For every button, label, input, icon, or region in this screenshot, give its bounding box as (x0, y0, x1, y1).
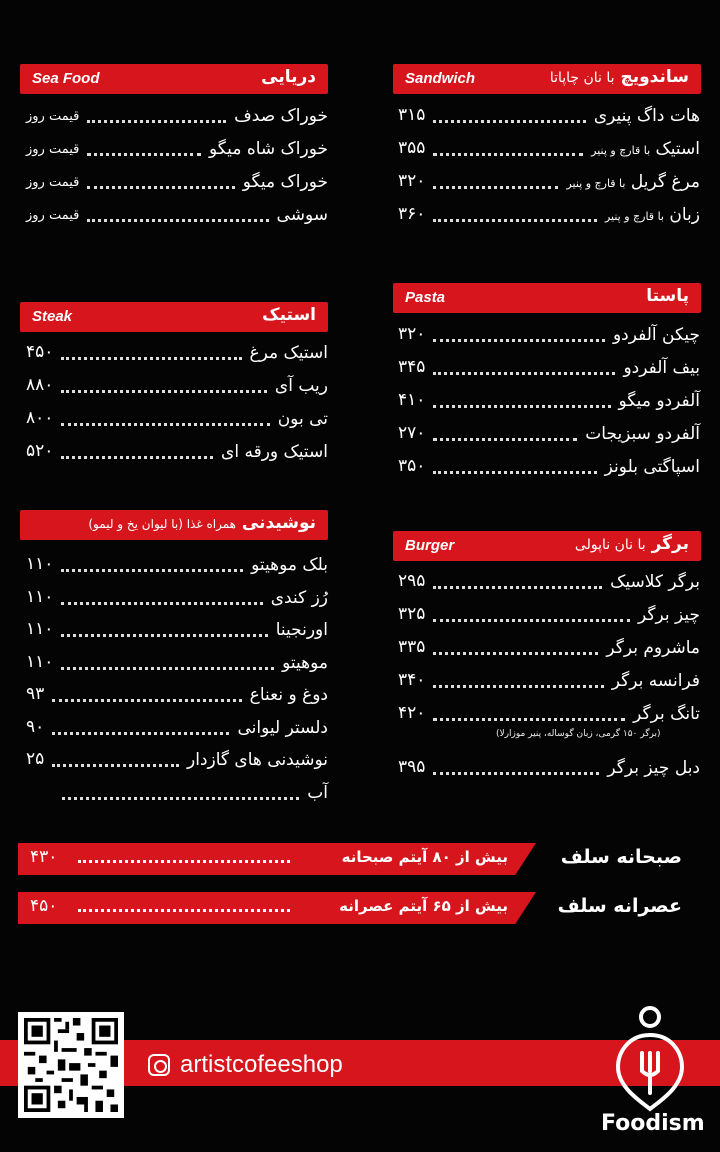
sandwich-item-name: زبان با قارچ و پنیر (604, 205, 700, 225)
drinks-item (26, 651, 328, 679)
sandwich-header (393, 64, 701, 94)
seafood-header (20, 64, 328, 94)
seafood-item-dots (87, 120, 226, 123)
burger-item-name: دبل چیز برگر (607, 758, 700, 778)
sandwich-item-name: استیک با قارچ و پنیر (591, 139, 700, 159)
pasta-item-name: بیف آلفردو (623, 358, 700, 378)
burger-item-price: ۳۲۵ (398, 604, 426, 624)
buffet-breakfast-dots (78, 860, 290, 863)
steak-item (26, 440, 328, 468)
drinks-item-price: ۱۱۰ (26, 586, 54, 607)
steak-header (20, 302, 328, 332)
seafood-item-dots (87, 219, 269, 222)
seafood-item-dots (87, 153, 201, 156)
buffet-afternoon-text: بیش از ۶۵ آیتم عصرانه (339, 897, 508, 915)
sandwich-item-dots (433, 120, 586, 123)
pasta-item (398, 422, 700, 450)
qr-code (18, 1012, 124, 1118)
seafood-item-price: قیمت روز (26, 208, 80, 223)
sandwich-item-note: با قارچ و پنیر (604, 210, 664, 223)
pasta-item-name: آلفردو میگو (618, 391, 700, 411)
sandwich-item (398, 170, 700, 198)
sandwich-item-dots (433, 153, 583, 156)
pasta-item-name: چیکن آلفردو (612, 325, 700, 345)
pasta-item-price: ۳۵۰ (398, 456, 426, 476)
drinks-item-dots (62, 797, 299, 800)
steak-item-name: ریب آی (274, 376, 328, 396)
burger-item-price: ۳۴۰ (398, 670, 426, 690)
pasta-item-dots (433, 471, 597, 474)
seafood-item-price: قیمت روز (26, 142, 80, 157)
burger-item-name: فرانسه برگر (611, 671, 700, 691)
steak-item-dots (61, 390, 267, 393)
instagram-icon (148, 1054, 170, 1076)
sandwich-item-price: ۳۱۵ (398, 105, 426, 125)
seafood-item-name: خوراک میگو (242, 172, 328, 192)
buffet-breakfast-price: ۴۳۰ (30, 847, 58, 867)
drinks-item-price: ۹۳ (26, 684, 45, 704)
burger-item-dots (433, 619, 630, 622)
drinks-item-price: ۱۱۰ (26, 619, 54, 639)
pasta-title: پاستا (646, 286, 689, 306)
drinks-item-dots (52, 764, 179, 767)
burger-item-name: چیز برگر (637, 605, 700, 625)
burger-item (398, 702, 700, 730)
sandwich-item (398, 137, 700, 165)
drinks-item-name: نوشیدنی های گازدار (187, 750, 328, 770)
burger-header (393, 531, 701, 561)
steak-item (26, 341, 328, 369)
sandwich-item (398, 104, 700, 132)
drinks-item-price: ۹۰ (26, 716, 45, 737)
buffet-breakfast-text: بیش از ۸۰ آیتم صبحانه (341, 848, 508, 866)
sandwich-item (398, 203, 700, 231)
steak-item-name: تی بون (277, 409, 328, 429)
drinks-item-dots (52, 699, 242, 702)
drinks-item-dots (61, 569, 243, 572)
burger-item-price: ۳۹۵ (398, 757, 426, 777)
seafood-item-price: قیمت روز (26, 109, 80, 124)
drinks-header (20, 510, 328, 540)
drinks-item-name: دلستر لیوانی (237, 717, 328, 738)
pasta-item-name: آلفردو سبزیجات (585, 424, 700, 444)
steak-title-en: Steak (32, 308, 73, 325)
seafood-item (26, 203, 328, 231)
buffet-afternoon-dots (78, 909, 290, 912)
pasta-title-en: Pasta (405, 289, 446, 306)
drinks-item (26, 586, 328, 614)
steak-item-price: ۸۰۰ (26, 408, 54, 428)
sandwich-item-note: با قارچ و پنیر (591, 144, 651, 157)
steak-item (26, 374, 328, 402)
instagram-handle[interactable]: artistcofeeshop (180, 1051, 343, 1078)
drinks-item-price: ۱۱۰ (26, 651, 54, 672)
seafood-title-en: Sea Food (32, 70, 100, 87)
pasta-item-price: ۲۷۰ (398, 423, 426, 443)
seafood-title: دریایی (261, 67, 316, 87)
drinks-item-dots (52, 732, 229, 735)
pasta-item (398, 323, 700, 351)
drinks-item-price: ۱۱۰ (26, 554, 54, 574)
sandwich-item-price: ۳۵۵ (398, 138, 426, 158)
buffet-afternoon-label: عصرانه سلف (557, 895, 682, 917)
drinks-item-name: بلک موهیتو (251, 555, 328, 575)
steak-item-dots (61, 357, 242, 360)
burger-item (398, 603, 700, 631)
pasta-header (393, 283, 701, 313)
seafood-item-dots (87, 186, 235, 189)
sandwich-item-note: با قارچ و پنیر (566, 177, 626, 190)
pasta-item-dots (433, 372, 615, 375)
drinks-item (26, 716, 328, 744)
burger-note: (برگر ۱۵۰ گرمی، زبان گوساله، پنیر موزارلا) (496, 729, 661, 739)
steak-title: استیک (262, 305, 316, 325)
sandwich-item-name: مرغ گریل با قارچ و پنیر (566, 172, 700, 192)
burger-item-price: ۴۲۰ (398, 703, 426, 723)
drinks-item (26, 553, 328, 581)
drinks-item-name: دوغ و نعناع (249, 685, 328, 705)
drinks-item-price: ۲۵ (26, 749, 45, 769)
drinks-item (26, 748, 328, 776)
drinks-item-name: آب (307, 782, 328, 803)
seafood-item-price: قیمت روز (26, 175, 80, 190)
drinks-item-dots (61, 602, 263, 605)
drinks-item (26, 683, 328, 711)
pasta-item-name: اسپاگتی بلونز (604, 457, 700, 477)
seafood-item (26, 137, 328, 165)
pasta-item-price: ۴۱۰ (398, 390, 426, 410)
burger-item-dots (433, 718, 625, 721)
burger-item-dots (433, 685, 604, 688)
steak-item (26, 407, 328, 435)
sandwich-item-price: ۳۲۰ (398, 171, 426, 191)
steak-item-name: استیک ورقه ای (221, 442, 328, 462)
drinks-item-dots (61, 667, 274, 670)
pasta-item-price: ۳۲۰ (398, 324, 426, 344)
drinks-item-name: موهیتو (282, 652, 328, 673)
sandwich-item-dots (433, 219, 597, 222)
sandwich-item-price: ۳۶۰ (398, 204, 426, 224)
burger-item-name: ماشروم برگر (606, 638, 700, 658)
sandwich-item-dots (433, 186, 558, 189)
pasta-item (398, 455, 700, 483)
burger-title: برگر با نان ناپولی (574, 534, 689, 554)
burger-item (398, 570, 700, 598)
steak-item-name: استیک مرغ (249, 343, 328, 363)
steak-item-price: ۸۸۰ (26, 375, 54, 395)
seafood-item-name: خوراک شاه میگو (209, 139, 328, 159)
drinks-item-dots (61, 634, 268, 637)
burger-item-price: ۳۳۵ (398, 637, 426, 657)
qr-code-icon (24, 1018, 118, 1112)
burger-item-dots (433, 772, 599, 775)
burger-item-dots (433, 586, 602, 589)
burger-item-name: برگر کلاسیک (610, 572, 700, 592)
sandwich-title-en: Sandwich (405, 70, 476, 87)
steak-item-dots (61, 423, 270, 426)
pasta-item-dots (433, 405, 611, 408)
sandwich-title: ساندویچ با نان چاپاتا (549, 67, 689, 87)
steak-item-price: ۵۲۰ (26, 441, 54, 461)
drinks-item (26, 781, 328, 809)
buffet-afternoon-price: ۴۵۰ (30, 896, 58, 916)
burger-item-price: ۲۹۵ (398, 571, 426, 591)
buffet-breakfast-label: صبحانه سلف (560, 846, 682, 868)
pasta-item (398, 389, 700, 417)
pasta-item-dots (433, 438, 577, 441)
drinks-item-name: رُز کندی (270, 587, 328, 608)
burger-item (398, 756, 700, 784)
pasta-item-dots (433, 339, 605, 342)
drinks-title: نوشیدنی همراه غذا (با لیوان یخ و لیمو) (88, 513, 316, 533)
burger-item (398, 669, 700, 697)
steak-item-price: ۴۵۰ (26, 342, 54, 362)
seafood-item (26, 104, 328, 132)
seafood-item (26, 170, 328, 198)
seafood-item-name: سوشی (276, 205, 328, 225)
burger-item (398, 636, 700, 664)
sandwich-item-name: هات داگ پنیری (593, 106, 700, 126)
burger-item-dots (433, 652, 598, 655)
pasta-item-price: ۳۴۵ (398, 357, 426, 377)
seafood-item-name: خوراک صدف (234, 106, 328, 126)
pasta-item (398, 356, 700, 384)
drinks-item-name: اورنجینا (275, 620, 328, 640)
steak-item-dots (61, 456, 213, 459)
drinks-item (26, 618, 328, 646)
burger-item-name: تانگ برگر (633, 704, 700, 724)
burger-title-en: Burger (405, 537, 455, 554)
foodism-brand: Foodism (601, 1111, 705, 1136)
